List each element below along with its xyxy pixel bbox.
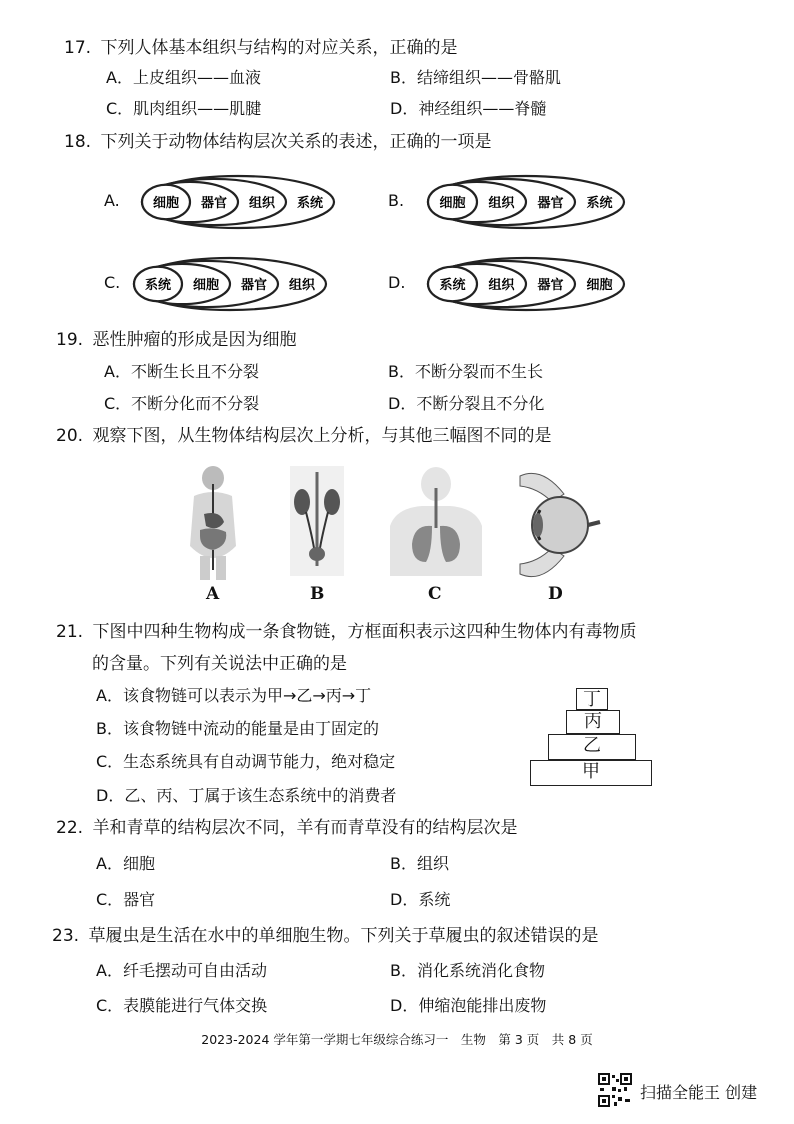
pyramid-level-ding: 丁: [576, 688, 608, 710]
option-b[interactable]: B．组织: [390, 854, 449, 873]
question-stem: 下列人体基本组织与结构的对应关系，正确的是: [100, 38, 458, 58]
question-19: [56, 328, 296, 352]
nested-ellipse-diagram-a: [138, 174, 338, 230]
pyramid-level-bing: 丙: [566, 710, 620, 734]
option-a-label[interactable]: A.: [104, 191, 120, 210]
nested-ellipse-diagram-b: [424, 174, 628, 230]
nest-term-label: 组织: [248, 196, 276, 211]
scanner-watermark: 扫描全能王 创建: [640, 1083, 758, 1102]
question-20: [56, 424, 551, 448]
eye-figure[interactable]: [512, 470, 602, 580]
pyramid-level-jia: 甲: [530, 760, 652, 786]
nest-term-label: 系统: [144, 278, 172, 293]
question-stem: 羊和青草的结构层次不同，羊有而青草没有的结构层次是: [92, 818, 518, 838]
option-b[interactable]: B．消化系统消化食物: [390, 961, 545, 980]
option-d[interactable]: D．不断分裂且不分化: [388, 394, 545, 413]
question-stem: 观察下图，从生物体结构层次上分析，与其他三幅图不同的是: [92, 426, 552, 446]
option-b[interactable]: B．结缔组织——骨骼肌: [390, 68, 561, 87]
question-18: [64, 130, 491, 154]
figure-label-d: D: [548, 584, 563, 604]
option-a[interactable]: A．该食物链可以表示为甲→乙→丙→丁: [96, 686, 372, 705]
page-footer: 2023-2024 学年第一学期七年级综合练习一 生物 第 3 页 共 8 页: [201, 1032, 593, 1047]
urinary-system-figure[interactable]: [282, 466, 352, 576]
figure-label-c: C: [428, 584, 442, 604]
nest-term-label: 组织: [488, 196, 515, 211]
nest-term-label: 器官: [200, 196, 228, 211]
option-b[interactable]: B．不断分裂而不生长: [388, 362, 543, 381]
nest-term-label: 系统: [296, 196, 324, 211]
question-number: 20.: [56, 426, 84, 446]
option-c[interactable]: C．器官: [96, 890, 156, 909]
question-17: [64, 36, 457, 60]
question-number: 19.: [56, 330, 84, 350]
question-21-line2: 的含量。下列有关说法中正确的是: [92, 654, 347, 674]
option-c[interactable]: C．表膜能进行气体交换: [96, 996, 268, 1015]
option-a[interactable]: A．细胞: [96, 854, 155, 873]
question-number: 22.: [56, 818, 84, 838]
nest-term-label: 系统: [439, 278, 466, 293]
nest-term-label: 系统: [586, 196, 613, 211]
option-d[interactable]: D．神经组织——脊髓: [390, 99, 547, 118]
nest-term-label: 组织: [488, 278, 515, 293]
option-c[interactable]: C．生态系统具有自动调节能力，绝对稳定: [96, 752, 396, 771]
question-stem: 恶性肿瘤的形成是因为细胞: [92, 330, 297, 350]
question-number: 23.: [52, 926, 80, 946]
nested-ellipse-diagram-c: [130, 256, 330, 312]
option-c[interactable]: C．不断分化而不分裂: [104, 394, 260, 413]
figure-label-a: A: [206, 584, 220, 604]
nest-term-label: 器官: [537, 278, 564, 293]
option-a[interactable]: A．上皮组织——血液: [106, 68, 261, 87]
figure-label-b: B: [310, 584, 325, 604]
option-c-label[interactable]: C.: [104, 273, 121, 292]
question-stem: 下图中四种生物构成一条食物链，方框面积表示这四种生物体内有毒物质: [92, 622, 637, 642]
qr-code-icon: [598, 1073, 632, 1107]
pyramid-level-yi: 乙: [548, 734, 636, 760]
question-stem: 草履虫是生活在水中的单细胞生物。下列关于草履虫的叙述错误的是: [88, 926, 599, 946]
nest-term-label: 器官: [537, 196, 564, 211]
question-number: 17.: [64, 38, 92, 58]
nest-term-label: 细胞: [152, 196, 180, 211]
respiratory-system-figure[interactable]: [386, 466, 486, 576]
option-b-label[interactable]: B.: [388, 191, 405, 210]
option-d-label[interactable]: D.: [388, 273, 406, 292]
nest-term-label: 细胞: [586, 278, 613, 293]
option-b[interactable]: B．该食物链中流动的能量是由丁固定的: [96, 719, 379, 738]
digestive-system-figure[interactable]: [180, 466, 246, 582]
option-c[interactable]: C．肌肉组织——肌腱: [106, 99, 262, 118]
option-d[interactable]: D．乙、丙、丁属于该生态系统中的消费者: [96, 786, 397, 805]
question-21: [56, 620, 636, 644]
question-22: [56, 816, 517, 840]
option-a[interactable]: A．不断生长且不分裂: [104, 362, 259, 381]
question-number: 18.: [64, 132, 92, 152]
question-23: [52, 924, 598, 948]
nest-term-label: 细胞: [192, 278, 220, 293]
nest-term-label: 组织: [288, 278, 316, 293]
question-stem: 下列关于动物体结构层次关系的表述，正确的一项是: [100, 132, 492, 152]
nest-term-label: 细胞: [439, 196, 466, 211]
nested-ellipse-diagram-d: [424, 256, 628, 312]
nest-term-label: 器官: [240, 278, 268, 293]
question-number: 21.: [56, 622, 84, 642]
option-a[interactable]: A．纤毛摆动可自由活动: [96, 961, 267, 980]
option-d[interactable]: D．伸缩泡能排出废物: [390, 996, 547, 1015]
option-d[interactable]: D．系统: [390, 890, 451, 909]
